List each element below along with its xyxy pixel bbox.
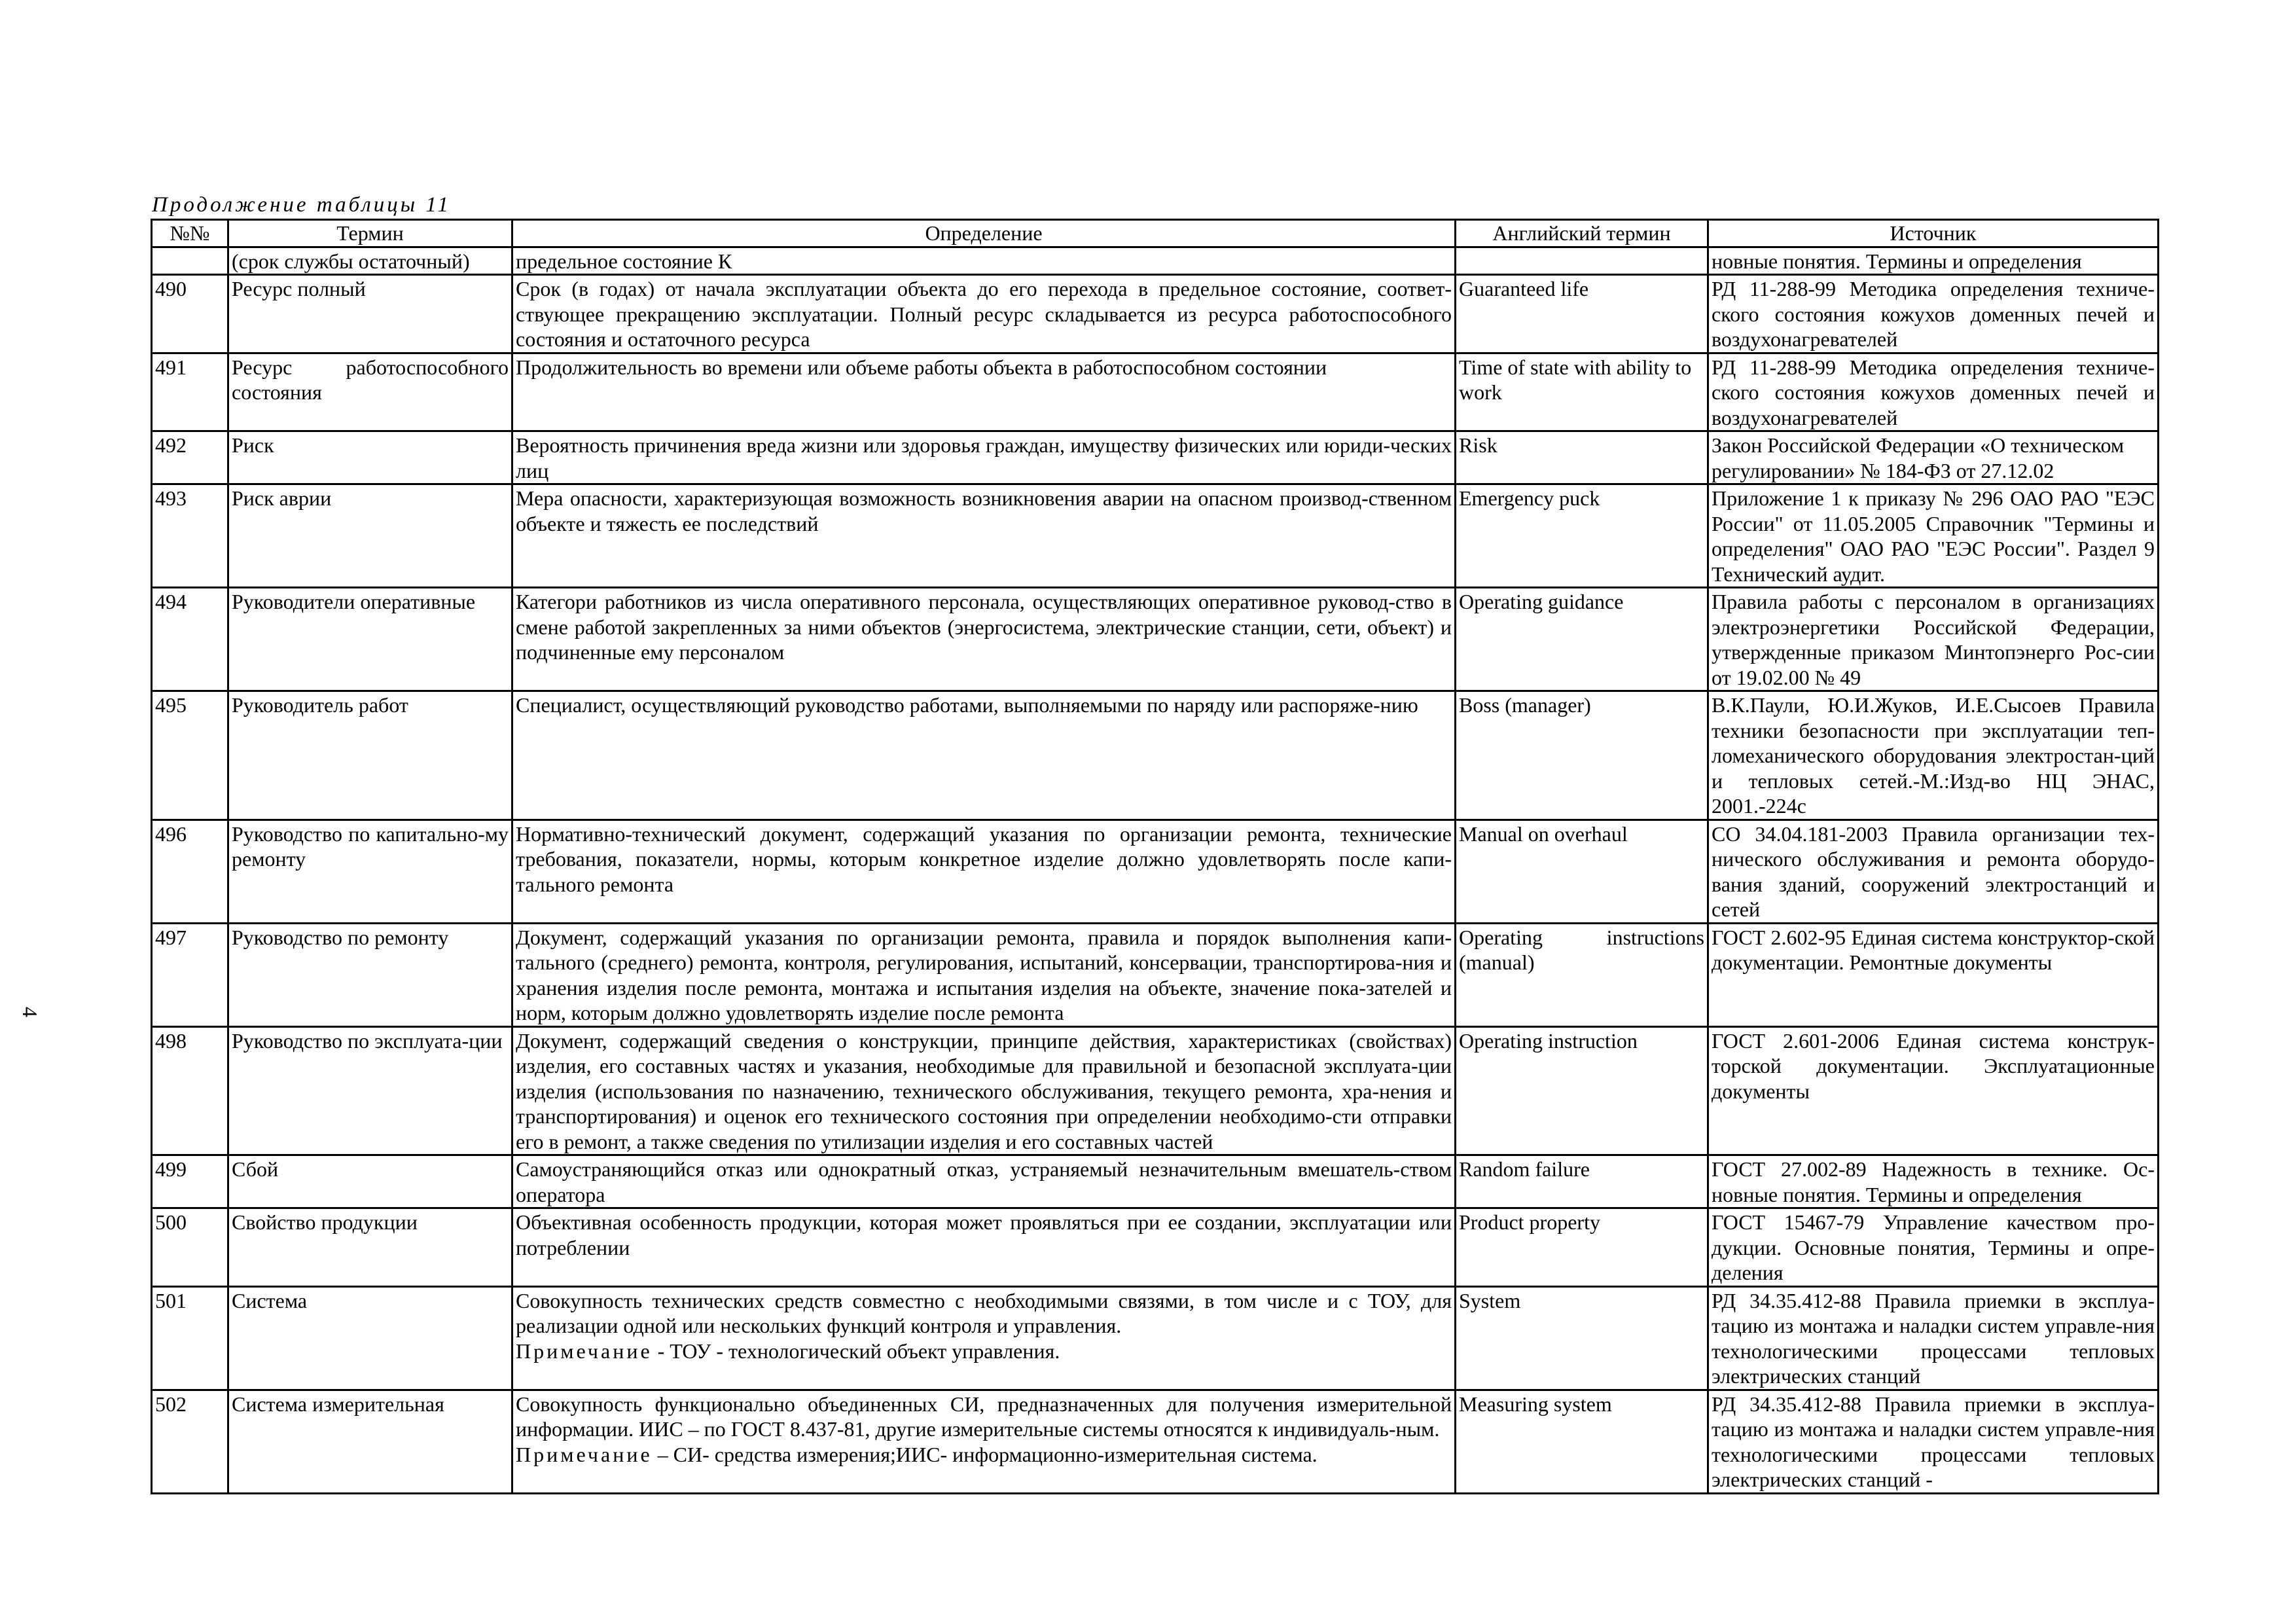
cell-definition: Документ, содержащий сведения о конструкции, принципе действия, характеристиках (свойствах) изделия, его составных частях и указания, необходимые для правильной и безопасной эксплуата-ции изделия (использования по назначению, технического обслуживания, текущего ремонта, хра-нения и транспортирования) и оценок его технического состояния при определении необходимо-сти отправки его в ремонт, а также сведения по утилизации изделия и его составных частей [512, 1026, 1456, 1155]
cell-english: Measuring system [1456, 1390, 1708, 1493]
note-text: – СИ- средства измерения;ИИС- информационно-измерительная система. [652, 1442, 1318, 1466]
table-row [152, 820, 2159, 923]
cell-definition: Срок (в годах) от начала эксплуатации объекта до его перехода в предельное состояние, соответ-ствующее прекращению эксплуатации. Полный ресурс складывается из ресурса работоспособного состояния и остаточного ресурса [512, 275, 1456, 353]
cell-english: Risk [1456, 431, 1708, 484]
cell-definition: Объективная особенность продукции, которая может проявляться при ее создании, эксплуатации или потреблении [512, 1208, 1456, 1287]
table-row [152, 1390, 2159, 1493]
terms-table [151, 219, 2159, 1494]
cell-definition: Нормативно-технический документ, содержащий указания по организации ремонта, технические требования, показатели, нормы, которым конкретное изделие должно удовлетворять после капи-тального ремонта [512, 820, 1456, 923]
cell-definition: Категори работников из числа оперативного персонала, осуществляющих оперативное руковод-ство в смене работой закрепленных за ними объектов (энергосистема, электрические станции, сети, объект) и подчиненные ему персоналом [512, 588, 1456, 691]
table-header-row [152, 220, 2159, 247]
table-row [152, 923, 2159, 1026]
definition-note [516, 1442, 1452, 1468]
cell-num: 496 [152, 820, 228, 923]
cell-num: 495 [152, 691, 228, 820]
page-number: 4 [18, 1007, 42, 1017]
cell-source: РД 11-288-99 Методика определения техниче-ского состояния кожухов доменных печей и воздухонагревателей [1708, 275, 2159, 353]
cell-definition: Самоустраняющийся отказ или однократный отказ, устраняемый незначительным вмешатель-ством оператора [512, 1155, 1456, 1208]
table-row [152, 1286, 2159, 1390]
cell-english: Product property [1456, 1208, 1708, 1287]
cell-english: Manual on overhaul [1456, 820, 1708, 923]
header-num: №№ [152, 220, 228, 247]
cell-term: Свойство продукции [228, 1208, 512, 1287]
cell-english: Boss (manager) [1456, 691, 1708, 820]
cell-term: Система измерительная [228, 1390, 512, 1493]
cell-definition: Вероятность причинения вреда жизни или здоровья граждан, имуществу физических или юриди-ческих лиц [512, 431, 1456, 484]
cell-english: Operating instruction [1456, 1026, 1708, 1155]
table-row [152, 484, 2159, 588]
cell-term: Система [228, 1286, 512, 1390]
cell-english: Time of state with ability to work [1456, 353, 1708, 431]
cell-english: Random failure [1456, 1155, 1708, 1208]
note-label: Примечание [516, 1442, 653, 1466]
cell-english: Emergency puck [1456, 484, 1708, 588]
cell-english [1456, 247, 1708, 275]
header-term: Термин [228, 220, 512, 247]
cell-term: Ресурс полный [228, 275, 512, 353]
definition-note [516, 1339, 1452, 1364]
cell-term: Руководство по капитально-му ремонту [228, 820, 512, 923]
cell-definition: Мера опасности, характеризующая возможность возникновения аварии на опасном производ-ственном объекте и тяжесть ее последствий [512, 484, 1456, 588]
cell-source: РД 34.35.412-88 Правила приемки в эксплуа-тацию из монтажа и наладки систем управле-ния технологическими процессами тепловых электрических станций [1708, 1286, 2159, 1390]
cell-source: Закон Российской Федерации «О техническом регулировании» № 184-ФЗ от 27.12.02 [1708, 431, 2159, 484]
cell-definition: Продолжительность во времени или объеме работы объекта в работоспособном состоянии [512, 353, 1456, 431]
cell-term: Риск [228, 431, 512, 484]
header-source: Источник [1708, 220, 2159, 247]
cell-term: Руководство по эксплуата-ции [228, 1026, 512, 1155]
cell-source: ГОСТ 27.002-89 Надежность в технике. Ос-новные понятия. Термины и определения [1708, 1155, 2159, 1208]
header-definition: Определение [512, 220, 1456, 247]
table-row [152, 353, 2159, 431]
cell-num: 497 [152, 923, 228, 1026]
cell-source: ГОСТ 2.602-95 Единая система конструктор-ской документации. Ремонтные документы [1708, 923, 2159, 1026]
cell-num: 490 [152, 275, 228, 353]
cell-term: Руководители оперативные [228, 588, 512, 691]
header-english: Английский термин [1456, 220, 1708, 247]
cell-source: ГОСТ 2.601-2006 Единая система конструк-торской документации. Эксплуатационные документы [1708, 1026, 2159, 1155]
cell-english: Operating instructions (manual) [1456, 923, 1708, 1026]
cell-num [152, 247, 228, 275]
cell-num: 492 [152, 431, 228, 484]
cell-term: Руководитель работ [228, 691, 512, 820]
cell-english: Operating guidance [1456, 588, 1708, 691]
cell-term: Сбой [228, 1155, 512, 1208]
cell-source: Приложение 1 к приказу № 296 ОАО РАО "ЕЭС России" от 11.05.2005 Справочник "Термины и определения" ОАО РАО "ЕЭС России". Раздел 9 Технический аудит. [1708, 484, 2159, 588]
table-row [152, 588, 2159, 691]
cell-source: новные понятия. Термины и определения [1708, 247, 2159, 275]
table-row [152, 1208, 2159, 1287]
cell-definition: предельное состояние К [512, 247, 1456, 275]
cell-english: System [1456, 1286, 1708, 1390]
cell-definition [512, 1390, 1456, 1493]
table-row [152, 1026, 2159, 1155]
table-row [152, 275, 2159, 353]
cell-term: Ресурс работоспособного состояния [228, 353, 512, 431]
cell-term: (срок службы остаточный) [228, 247, 512, 275]
table-row [152, 1155, 2159, 1208]
cell-num: 500 [152, 1208, 228, 1287]
cell-num: 501 [152, 1286, 228, 1390]
note-label: Примечание [516, 1339, 653, 1363]
table-row [152, 247, 2159, 275]
cell-term: Руководство по ремонту [228, 923, 512, 1026]
cell-definition [512, 1286, 1456, 1390]
cell-source: СО 34.04.181-2003 Правила организации тех-нического обслуживания и ремонта оборудо-вания зданий, сооружений электростанций и сетей [1708, 820, 2159, 923]
cell-num: 491 [152, 353, 228, 431]
cell-source: В.К.Паули, Ю.И.Жуков, И.Е.Сысоев Правила техники безопасности при эксплуатации теп-ломеханического оборудования электростан-ций и тепловых сетей.-М.:Изд-во НЦ ЭНАС, 2001.-224с [1708, 691, 2159, 820]
cell-definition: Специалист, осуществляющий руководство работами, выполняемыми по наряду или распоряже-нию [512, 691, 1456, 820]
definition-text: Совокупность функционально объединенных СИ, предназначенных для получения измерительной информации. ИИС – по ГОСТ 8.437-81, другие измерительные системы относятся к индивидуаль-ным. [516, 1392, 1452, 1441]
cell-source: РД 11-288-99 Методика определения техниче-ского состояния кожухов доменных печей и воздухонагревателей [1708, 353, 2159, 431]
cell-num: 498 [152, 1026, 228, 1155]
table-row [152, 691, 2159, 820]
cell-source: РД 34.35.412-88 Правила приемки в эксплуа-тацию из монтажа и наладки систем управле-ния технологическими процессами тепловых электрических станций - [1708, 1390, 2159, 1493]
note-text: - ТОУ - технологический объект управления. [652, 1339, 1060, 1363]
definition-text: Совокупность технических средств совместно с необходимыми связями, в том числе и с ТОУ, для реализации одной или нескольких функций контроля и управления. [516, 1288, 1452, 1337]
cell-num: 494 [152, 588, 228, 691]
cell-term: Риск аврии [228, 484, 512, 588]
cell-num: 499 [152, 1155, 228, 1208]
table-caption: Продолжение таблицы 11 [152, 193, 451, 217]
cell-source: ГОСТ 15467-79 Управление качеством про-дукции. Основные понятия, Термины и опре-деления [1708, 1208, 2159, 1287]
table-row [152, 431, 2159, 484]
cell-num: 493 [152, 484, 228, 588]
cell-english: Guaranteed life [1456, 275, 1708, 353]
cell-num: 502 [152, 1390, 228, 1493]
cell-source: Правила работы с персоналом в организациях электроэнергетики Российской Федерации, утвержденные приказом Минтопэнерго Рос-сии от 19.02.00 № 49 [1708, 588, 2159, 691]
cell-definition: Документ, содержащий указания по организации ремонта, правила и порядок выполнения капи-тального (среднего) ремонта, контроля, регулирования, испытаний, консервации, транспортирова-ния и хранения изделия после ремонта, монтажа и испытания изделия на объекте, значение пока-зателей и норм, которым должно удовлетворять изделие после ремонта [512, 923, 1456, 1026]
